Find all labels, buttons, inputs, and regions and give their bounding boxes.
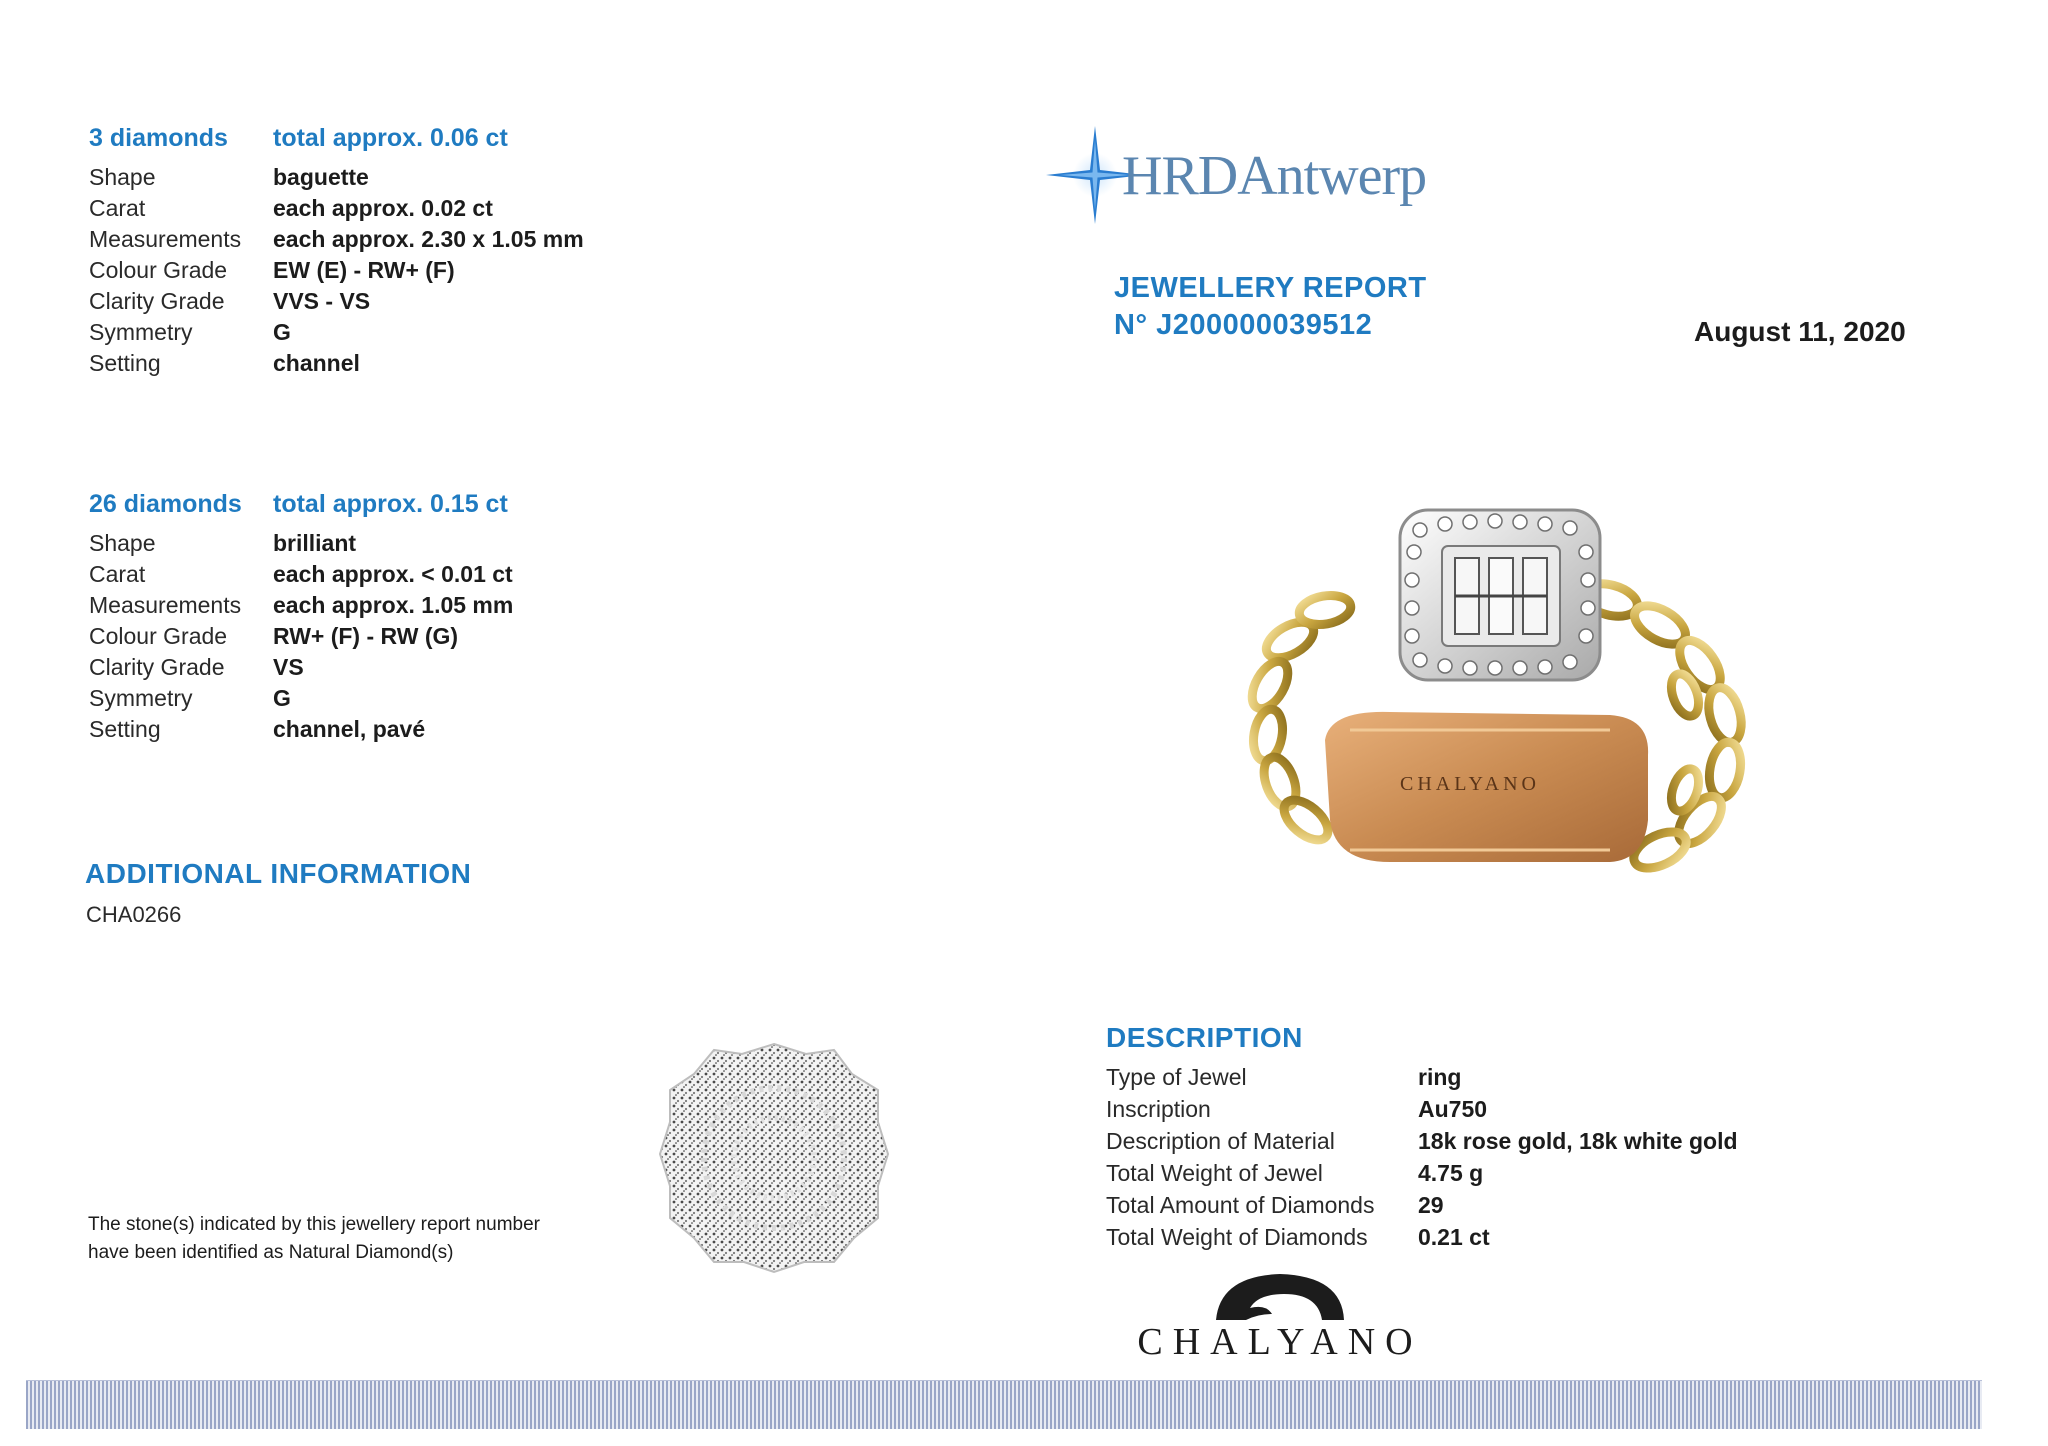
prop-value: each approx. 2.30 x 1.05 mm [273,226,584,252]
diamond-group-baguette [89,124,729,381]
diamond-total-weight: total approx. 0.06 ct [273,124,508,152]
report-title: JEWELLERY REPORT [1114,272,1427,304]
prop-row-setting [89,350,729,381]
desc-value: 0.21 ct [1418,1224,1490,1250]
prop-row-colour-grade [89,623,729,654]
prop-value: G [273,685,291,711]
prop-label: Colour Grade [89,257,228,283]
diamond-count: 26 diamonds [89,490,242,518]
prop-value: VS [273,654,304,680]
chalyano-wave-icon [1210,1270,1350,1322]
desc-label: Total Weight of Diamonds [1106,1224,1368,1250]
desc-row-diamond-weight [1106,1224,1926,1256]
prop-value: channel [273,350,360,376]
prop-value: brilliant [273,530,357,556]
desc-value: ring [1418,1064,1462,1090]
desc-value: 18k rose gold, 18k white gold [1418,1128,1738,1154]
diamond-total-weight: total approx. 0.15 ct [273,490,508,518]
prop-row-symmetry [89,685,729,716]
desc-row-material [1106,1128,1926,1160]
prop-label: Shape [89,530,156,556]
desc-value: Au750 [1418,1096,1488,1122]
prop-row-setting [89,716,729,747]
desc-label: Type of Jewel [1106,1064,1247,1090]
hrd-antwerp-logo [1040,120,1500,230]
group-header [89,490,729,530]
prop-label: Setting [89,350,161,376]
ring-photo [1230,490,1790,890]
prop-row-shape [89,530,729,561]
prop-value: EW (E) - RW+ (F) [273,257,455,283]
logo-text: HRDAntwerp [1122,145,1427,207]
prop-label: Symmetry [89,685,193,711]
prop-label: Shape [89,164,156,190]
desc-row-diamond-count [1106,1192,1926,1224]
prop-value: channel, pavé [273,716,426,742]
group-header [89,124,729,164]
desc-row-type [1106,1064,1926,1096]
desc-value: 29 [1418,1192,1444,1218]
desc-label: Total Weight of Jewel [1106,1160,1323,1186]
prop-row-symmetry [89,319,729,350]
prop-label: Clarity Grade [89,654,225,680]
svg-text:CHALYANO: CHALYANO [1400,773,1540,795]
prop-row-measurements [89,226,729,257]
prop-label: Setting [89,716,161,742]
prop-label: Symmetry [89,319,193,345]
diamond-group-brilliant [89,490,729,747]
hologram-seal [656,1040,892,1276]
desc-label: Total Amount of Diamonds [1106,1192,1375,1218]
prop-value: each approx. < 0.01 ct [273,561,513,587]
chalyano-brand-logo [1110,1270,1450,1366]
prop-label: Carat [89,195,146,221]
description-table [1106,1064,1926,1256]
report-date: August 11, 2020 [1694,316,1906,347]
brand-name: CHALYANO [1137,1321,1423,1363]
prop-label: Colour Grade [89,623,228,649]
prop-row-colour-grade [89,257,729,288]
natural-diamond-statement [88,1211,648,1267]
description-title: DESCRIPTION [1106,1022,1303,1053]
prop-value: each approx. 0.02 ct [273,195,493,221]
desc-label: Inscription [1106,1096,1211,1122]
additional-information-title: ADDITIONAL INFORMATION [85,858,472,889]
prop-row-carat [89,195,729,226]
additional-information-code: CHA0266 [86,902,182,927]
prop-label: Measurements [89,226,242,252]
report-number: N° J200000039512 [1114,309,1373,341]
prop-row-carat [89,561,729,592]
hologram-seal-graphic [656,1040,892,1276]
desc-label: Description of Material [1106,1128,1335,1154]
scan-edge-strip [26,1380,1982,1429]
desc-row-inscription [1106,1096,1926,1128]
prop-row-clarity-grade [89,654,729,685]
ring-image [1230,490,1790,890]
prop-row-measurements [89,592,729,623]
prop-value: each approx. 1.05 mm [273,592,514,618]
prop-value: RW+ (F) - RW (G) [273,623,459,649]
prop-label: Carat [89,561,146,587]
prop-value: VVS - VS [273,288,371,314]
prop-label: Clarity Grade [89,288,225,314]
statement-line: have been identified as Natural Diamond(s) [88,1242,454,1263]
desc-value: 4.75 g [1418,1160,1484,1186]
prop-row-shape [89,164,729,195]
desc-row-jewel-weight [1106,1160,1926,1192]
prop-label: Measurements [89,592,242,618]
statement-line: The stone(s) indicated by this jewellery report number [88,1214,540,1235]
prop-value: G [273,319,291,345]
prop-value: baguette [273,164,369,190]
prop-row-clarity-grade [89,288,729,319]
diamond-count: 3 diamonds [89,124,228,152]
